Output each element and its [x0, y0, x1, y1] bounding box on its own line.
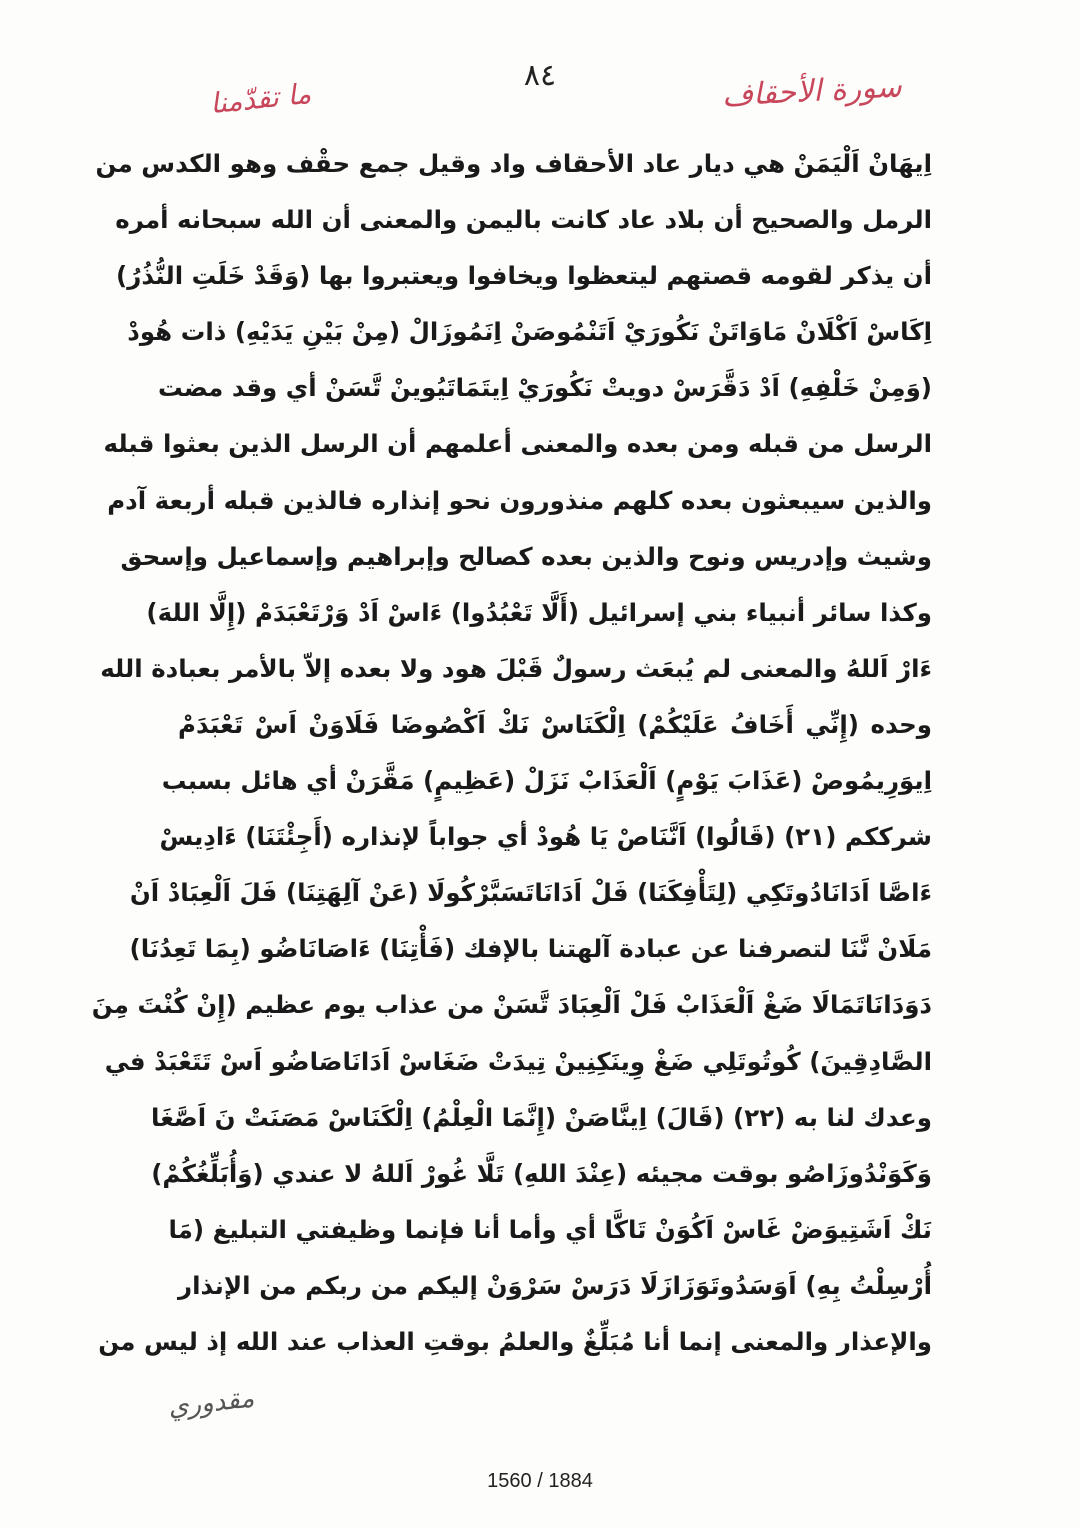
surah-handwritten-note: سورة الأحقاف [721, 69, 903, 114]
text-line: وعدك لنا به (٢٢) (قَالَ) اِينَّاصَنْ (إِنَّمَا الْعِلْمُ) اِلْكَنَاسْ مَصَنَتْ نَ اَصَّغَا [151, 1102, 932, 1132]
text-line: نَكْ اَشَتِيوَضْ غَاسْ اَكُوَنْ تَاكَّا أي وأما أنا فإنما وظيفتي التبليغ (مَا [168, 1214, 932, 1244]
text-line: مَلَانْ نَّنَا لتصرفنا عن عبادة آلهتنا بالإفك (فَأْتِنَا) ءَاصَانَاضُو (بِمَا تَعِدُنَا) [129, 934, 932, 964]
text-line: وكذا سائر أنبياء بني إسرائيل (أَلَّا تَعْبُدُوا) ءَاسْ اَدْ وَرْتَعْبَدَمْ (إِلَّا اللهَ) [146, 597, 932, 627]
text-line: الرسل من قبله ومن بعده والمعنى أعلمهم أن الرسل الذين بعثوا قبله [103, 429, 932, 459]
page-number: ٨٤ [523, 58, 557, 93]
pdf-page-counter: 1560 / 1884 [487, 1470, 593, 1492]
body-text [91, 136, 932, 1370]
text-line: شرككم (٢١) (قَالُوا) اَنَّنَاصْ يَا هُودْ أي جواباً لإنذاره (أَجِئْتَنَا) ءَادِيسْ [159, 822, 932, 852]
text-line: ءَاصَّا اَدَانَادُوتَكِي (لِتَأْفِكَنَا) فَلْ اَدَانَاتَسَبَّرْكُولَا (عَنْ آلِهَتِنَا) فَلَ اَلْعِبَادْ اَنْ [129, 878, 932, 908]
catchword-note: مقدوري [166, 1383, 256, 1423]
text-line: أُرْسِلْتُ بِهِ) اَوَسَدُوتَوَزَازَلَا دَرَسْ سَرْوَنْ إليكم من ربكم من الإنذار [178, 1270, 932, 1300]
text-line: اِكَاسْ اَكْلَانْ مَاوَاتَنْ نَكُورَيْ اَتَنْمُوصَنْ اِنَمُوزَالْ (مِنْ بَيْنِ يَدَيْهِ) ذات هُودْ [127, 317, 932, 347]
text-line: وحده (إِنِّي أَخَافُ عَلَيْكُمْ) اِلْكَنَاسْ نَكْ اَكْصُوضَا فَلَاوَنْ اَسْ تَعْبَدَمْ [178, 709, 932, 739]
text-line: اِيوَرِيمُوصْ (عَذَابَ يَوْمٍ) اَلْعَذَابْ نَزَلْ (عَظِيمٍ) مَقَّرَنْ أي هائل بسبب [161, 766, 932, 796]
text-line: والإعذار والمعنى إنما أنا مُبَلِّغٌ والعلمُ بوقتِ العذاب عند الله إذ ليس من [98, 1326, 932, 1356]
text-line: الصَّادِقِينَ) كُوتُوتَلِي ضَغْ وِينَكِنِينْ تِيدَتْ ضَغَاسْ اَدَانَاصَاضُو اَسْ تَتَعْبَدْ في [104, 1046, 932, 1076]
marker-handwritten-note: ما تقدّمنا [208, 76, 313, 121]
text-line: ءَارْ اَللهُ والمعنى لم يُبعَث رسولٌ قَبْلَ هود ولا بعده إلاّ بالأمر بعبادة الله [100, 653, 932, 683]
text-line: دَوَدَانَاتَمَالَا ضَغْ اَلْعَذَابْ فَلْ اَلْعِبَادَ تَّسَنْ من عذاب يوم عظيم (إِنْ كُنْتَ مِنَ [91, 990, 932, 1020]
text-line: والذين سيبعثون بعده كلهم منذورون نحو إنذاره فالذين قبله أربعة آدم [107, 485, 932, 515]
text-line: الرمل والصحيح أن بلاد عاد كانت باليمن والمعنى أن الله سبحانه أمره [115, 205, 932, 235]
text-line: (وَمِنْ خَلْفِهِ) اَدْ دَقَّرَسْ دويتْ نَكُورَيْ اِيتَمَاتَيُوينْ تَّسَنْ أي وقد مضت [158, 373, 932, 403]
text-line: وَكَوَنْدُوزَاصُو بوقت مجيئه (عِنْدَ اللهِ) تَلَّا غُورْ اَللهُ لا عندي (وَأُبَلِّغُكُمْ) [151, 1158, 932, 1188]
text-line: أن يذكر لقومه قصتهم ليتعظوا ويخافوا ويعتبروا بها (وَقَدْ خَلَتِ النُّذُرُ) [116, 261, 932, 291]
text-line: اِيهَانْ اَلْيَمَنْ هي ديار عاد الأحقاف واد وقيل جمع حقْف وهو الكدس من [95, 149, 932, 178]
text-line: وشيث وإدريس ونوح والذين بعده كصالح وإبراهيم وإسماعيل وإسحق [120, 541, 932, 571]
